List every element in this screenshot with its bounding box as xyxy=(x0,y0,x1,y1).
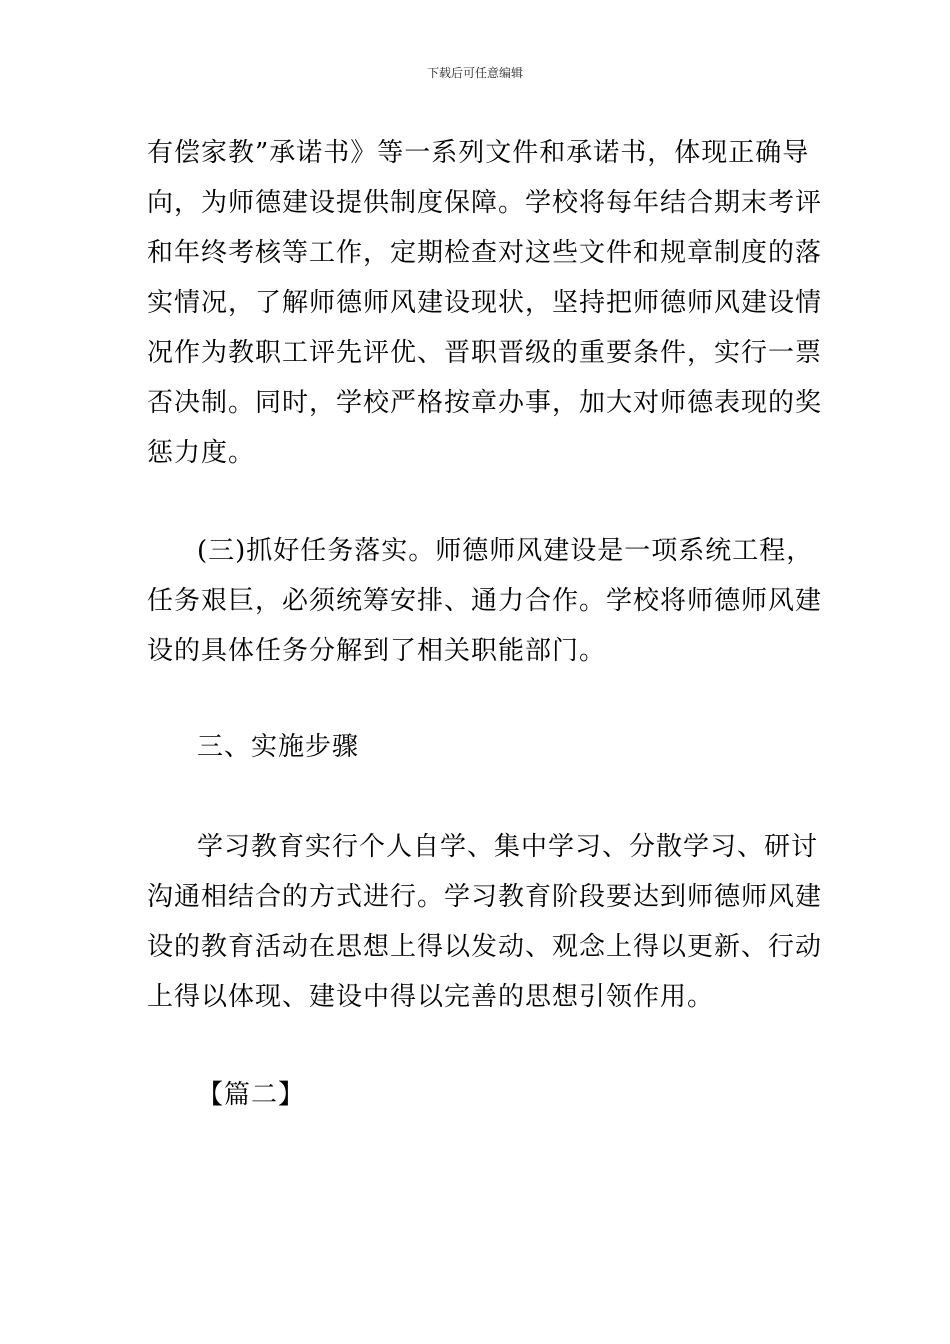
paragraph-learning-education xyxy=(147,822,823,1022)
heading-line: 【篇二】 xyxy=(197,1080,306,1110)
paragraph-line: 惩力度。 xyxy=(147,438,256,468)
paragraph-line: 上得以体现、建设中得以完善的思想引领作用。 xyxy=(147,982,715,1012)
section-heading-part-two xyxy=(147,1070,809,1120)
paragraph-line: 否决制。同时，学校严格按章办事，加大对师德表现的奖 xyxy=(147,388,823,418)
paragraph-line: 设的教育活动在思想上得以发动、观念上得以更新、行动 xyxy=(147,932,823,962)
paragraph-line: 任务艰巨，必须统筹安排、通力合作。学校将师德师风建 xyxy=(147,586,823,616)
page-header: 下载后可任意编辑 xyxy=(426,66,523,80)
paragraph-teacher-ethics-system xyxy=(147,128,823,478)
paragraph-line: 有偿家教”承诺书》等一系列文件和承诺书，体现正确导 xyxy=(147,138,810,168)
paragraph-line: 沟通相结合的方式进行。学习教育阶段要达到师德师风建 xyxy=(147,882,823,912)
paragraph-line: 设的具体任务分解到了相关职能部门。 xyxy=(147,636,607,666)
paragraph-line: 况作为教职工评先评优、晋职晋级的重要条件，实行一票 xyxy=(147,338,823,368)
paragraph-task-implementation xyxy=(147,526,823,676)
heading-line: 三、实施步骤 xyxy=(197,732,360,762)
paragraph-line: (三)抓好任务落实。师德师风建设是一项系统工程， xyxy=(197,536,814,566)
paragraph-line: 实情况，了解师德师风建设现状，坚持把师德师风建设情 xyxy=(147,288,823,318)
paragraph-line: 向，为师德建设提供制度保障。学校将每年结合期末考评 xyxy=(147,188,823,218)
section-heading-steps xyxy=(147,722,809,772)
paragraph-line: 和年终考核等工作，定期检查对这些文件和规章制度的落 xyxy=(147,238,823,268)
paragraph-line: 学习教育实行个人自学、集中学习、分散学习、研讨 xyxy=(197,832,819,862)
